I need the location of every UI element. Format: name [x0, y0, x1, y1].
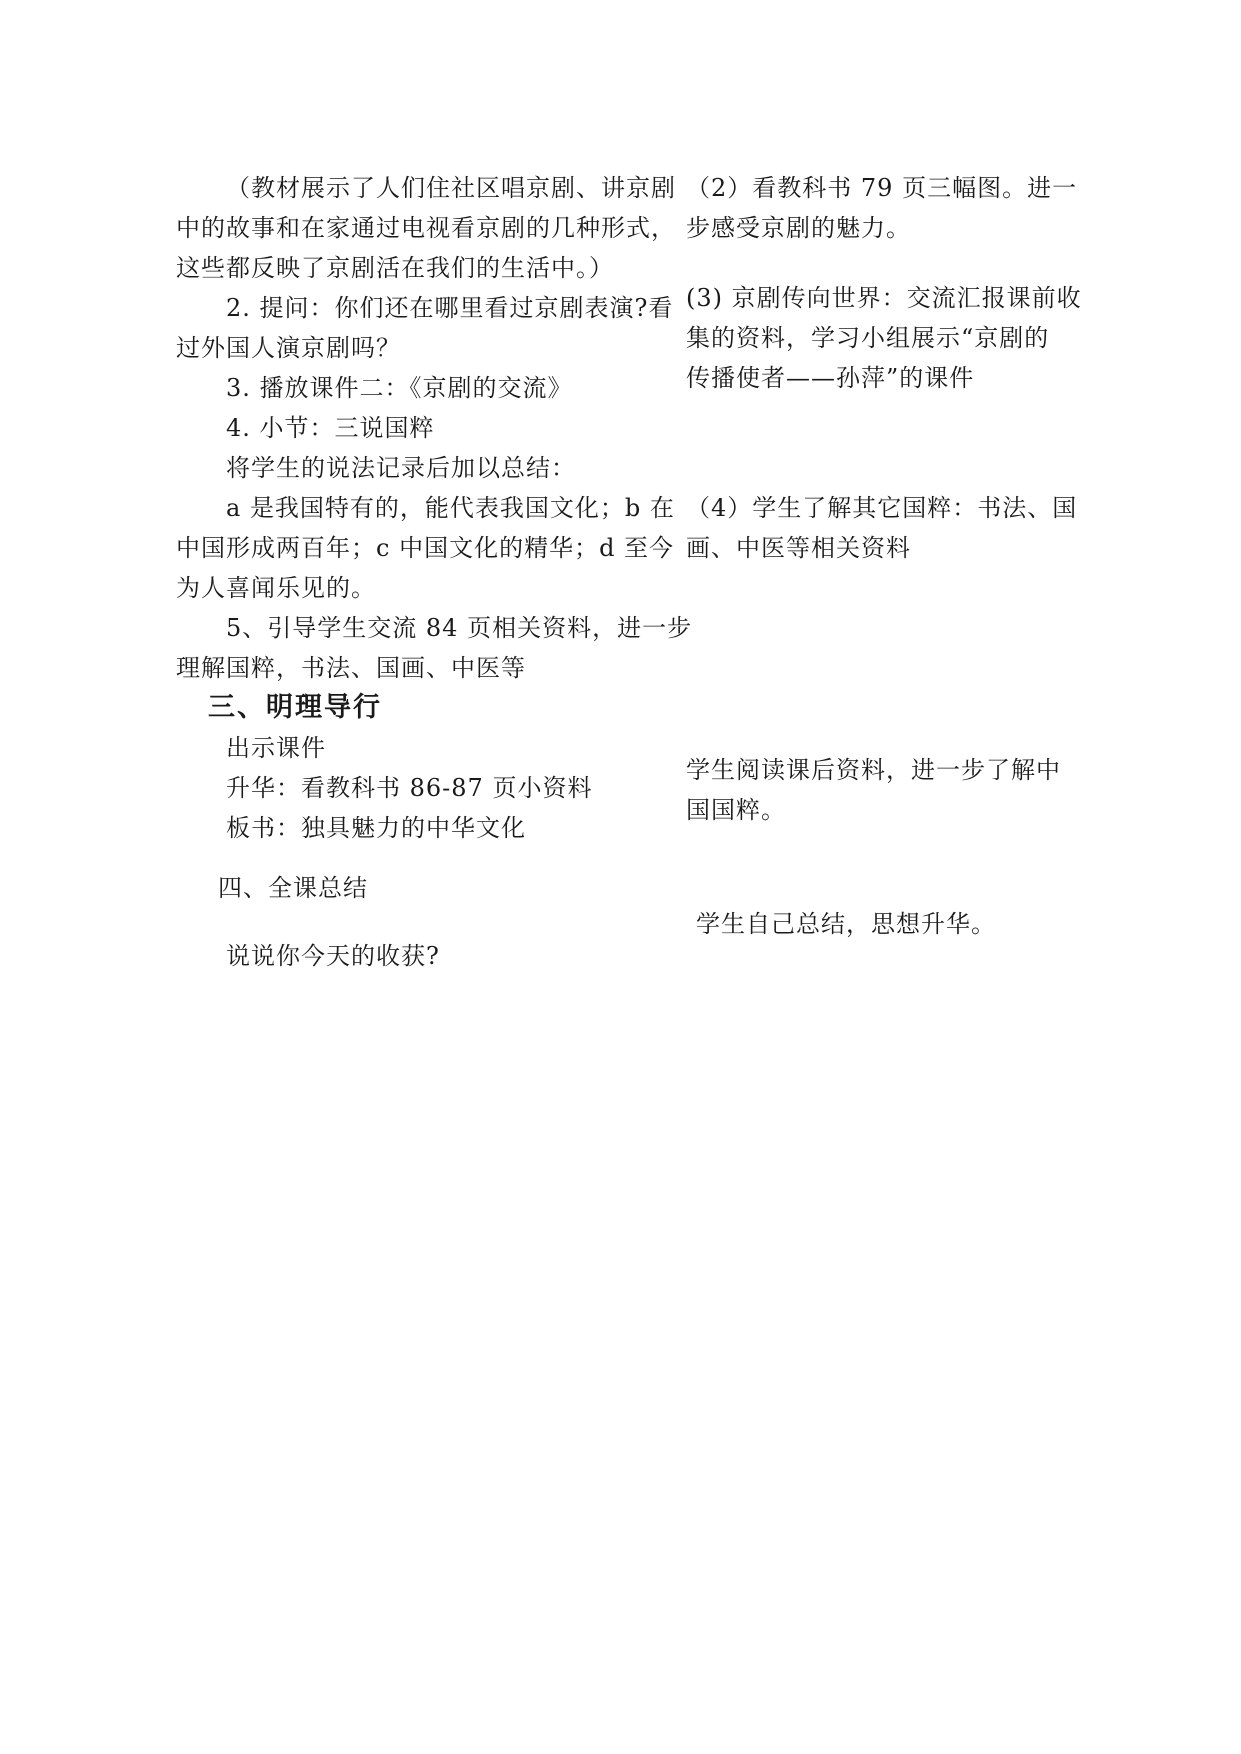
section3-heading: 三、明理导行 [208, 692, 382, 723]
r2-line-2: 步感受京剧的魅力。 [686, 214, 911, 242]
summary-intro: 将学生的说法记录后加以总结： [226, 454, 576, 482]
para1-line-2: 中的故事和在家通过电视看京剧的几种形式， [176, 214, 676, 242]
item5-line-1: 5、引导学生交流 84 页相关资料，进一步 [226, 614, 693, 642]
r-section4-line: 学生自己总结，思想升华。 [696, 910, 996, 938]
r-section3-line-2: 国国粹。 [686, 796, 786, 824]
r3-line-2: 集的资料，学习小组展示“京剧的 [686, 324, 1050, 352]
summary-line-3: 为人喜闻乐见的。 [176, 574, 376, 602]
item3-line: 3. 播放课件二：《京剧的交流》 [226, 374, 573, 402]
section4-line: 说说你今天的收获? [226, 942, 440, 970]
r4-line-1: （4）学生了解其它国粹：书法、国 [686, 494, 1078, 522]
item2-line-2: 过外国人演京剧吗？ [176, 334, 401, 362]
section3-line-3: 板书：独具魅力的中华文化 [226, 814, 526, 842]
para1-line-1: （教材展示了人们住社区唱京剧、讲京剧 [226, 174, 676, 202]
section4-heading: 四、全课总结 [218, 874, 368, 902]
item2-line-1: 2. 提问：你们还在哪里看过京剧表演?看 [226, 294, 674, 322]
r3-line-3: 传播使者——孙萍”的课件 [686, 364, 975, 392]
r-section3-line-1: 学生阅读课后资料，进一步了解中 [686, 756, 1061, 784]
r3-line-1: (3) 京剧传向世界：交流汇报课前收 [686, 284, 1082, 312]
item4-line: 4. 小节：三说国粹 [226, 414, 435, 442]
item5-line-2: 理解国粹，书法、国画、中医等 [176, 654, 526, 682]
summary-line-1: a 是我国特有的，能代表我国文化；b 在 [226, 494, 675, 522]
para1-line-3: 这些都反映了京剧活在我们的生活中。） [176, 254, 614, 282]
summary-line-2: 中国形成两百年；c 中国文化的精华；d 至今 [176, 534, 675, 562]
section3-line-2: 升华：看教科书 86-87 页小资料 [226, 774, 593, 802]
r4-line-2: 画、中医等相关资料 [686, 534, 911, 562]
r2-line-1: （2）看教科书 79 页三幅图。进一 [686, 174, 1078, 202]
section3-line-1: 出示课件 [226, 734, 326, 762]
